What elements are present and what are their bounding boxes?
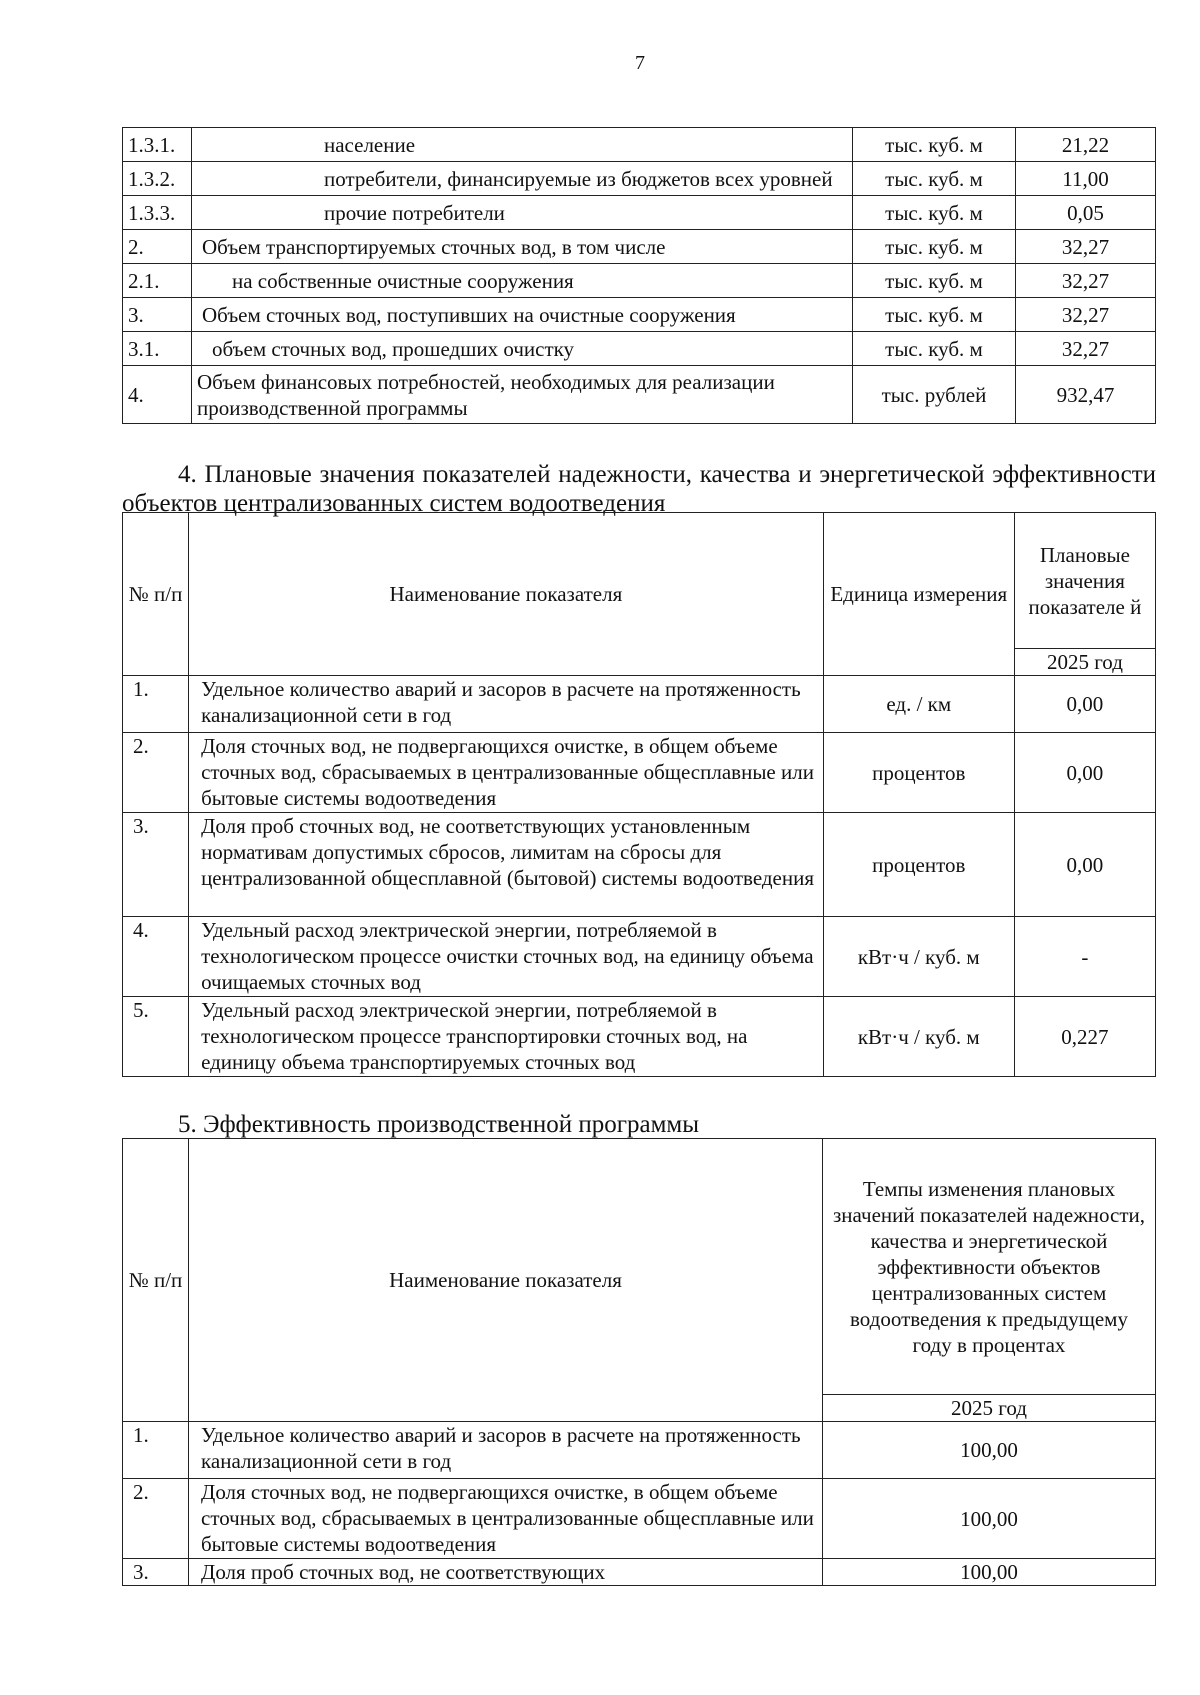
row-value: 21,22: [1016, 128, 1156, 162]
table-row: [123, 264, 1156, 298]
production-volumes-table: [122, 127, 1156, 424]
row-value: 0,227: [1014, 997, 1155, 1077]
row-unit: тыс. куб. м: [853, 230, 1016, 264]
page-number: 7: [635, 52, 645, 74]
table-row: [123, 298, 1156, 332]
table-row: [123, 1479, 1156, 1559]
program-efficiency-body: [123, 1422, 1156, 1586]
table-row: [123, 813, 1156, 917]
row-unit: тыс. куб. м: [853, 264, 1016, 298]
row-number: 3.: [123, 813, 189, 917]
row-name: Удельный расход электрической энергии, потребляемой в технологическом процессе очистки сточных вод, на единицу объема очищаемых сточных вод: [189, 917, 824, 997]
row-number: 1.: [123, 676, 189, 733]
row-name: объем сточных вод, прошедших очистку: [192, 332, 853, 366]
table-row: [123, 733, 1156, 813]
row-unit: кВт·ч / куб. м: [823, 997, 1014, 1077]
row-unit: тыс. куб. м: [853, 162, 1016, 196]
production-volumes-body: [123, 128, 1156, 424]
row-number: 5.: [123, 997, 189, 1077]
row-name: Удельное количество аварий и засоров в расчете на протяженность канализационной сети в год: [189, 1422, 823, 1479]
table-row: [123, 366, 1156, 424]
program-efficiency-table: [122, 1138, 1156, 1586]
row-value: 32,27: [1016, 230, 1156, 264]
header-planned-values: Плановые значения показателе й: [1014, 513, 1155, 649]
row-unit: тыс. куб. м: [853, 128, 1016, 162]
row-number: 1.3.1.: [123, 128, 192, 162]
header-change-rates: Темпы изменения плановых значений показателей надежности, качества и энергетической эффективности объектов централизованных систем водоотведения к предыдущему году в процентах: [823, 1139, 1156, 1395]
header-year: 2025 год: [1014, 649, 1155, 676]
row-value: -: [1014, 917, 1155, 997]
planned-indicators-body: [123, 676, 1156, 1077]
row-name: Доля сточных вод, не подвергающихся очистке, в общем объеме сточных вод, сбрасываемых в централизованные общесплавные или бытовые системы водоотведения: [189, 1479, 823, 1559]
row-name: Доля проб сточных вод, не соответствующих: [189, 1559, 823, 1586]
row-value: 0,00: [1014, 813, 1155, 917]
table-row: [123, 332, 1156, 366]
row-number: 3.: [123, 298, 192, 332]
row-number: 1.3.3.: [123, 196, 192, 230]
header-num: № п/п: [123, 1139, 189, 1422]
row-number: 1.3.2.: [123, 162, 192, 196]
row-value: 932,47: [1016, 366, 1156, 424]
row-unit: кВт·ч / куб. м: [823, 917, 1014, 997]
row-number: 2.: [123, 230, 192, 264]
row-value: 0,00: [1014, 676, 1155, 733]
row-number: 2.1.: [123, 264, 192, 298]
row-value: 100,00: [823, 1422, 1156, 1479]
header-num: № п/п: [123, 513, 189, 676]
row-name: потребители, финансируемые из бюджетов всех уровней: [192, 162, 853, 196]
table-row: [123, 196, 1156, 230]
row-number: 2.: [123, 1479, 189, 1559]
row-unit: тыс. рублей: [853, 366, 1016, 424]
row-unit: тыс. куб. м: [853, 332, 1016, 366]
row-number: 1.: [123, 1422, 189, 1479]
table-row: [123, 1422, 1156, 1479]
row-unit: процентов: [823, 813, 1014, 917]
row-unit: тыс. куб. м: [853, 196, 1016, 230]
table-row: [123, 676, 1156, 733]
row-value: 100,00: [823, 1479, 1156, 1559]
row-value: 32,27: [1016, 264, 1156, 298]
row-unit: ед. / км: [823, 676, 1014, 733]
row-unit: тыс. куб. м: [853, 298, 1016, 332]
row-number: 3.: [123, 1559, 189, 1586]
row-unit: процентов: [823, 733, 1014, 813]
row-number: 4.: [123, 917, 189, 997]
row-name: Доля проб сточных вод, не соответствующих установленным нормативам допустимых сбросов, лимитам на сбросы для централизованной общесплавной (бытовой) системы водоотведения: [189, 813, 824, 917]
table-row: [123, 1559, 1156, 1586]
table-row: [123, 230, 1156, 264]
row-name: Объем транспортируемых сточных вод, в том числе: [192, 230, 853, 264]
header-unit: Единица измерения: [823, 513, 1014, 676]
row-name: население: [192, 128, 853, 162]
row-value: 0,05: [1016, 196, 1156, 230]
row-number: 2.: [123, 733, 189, 813]
row-number: 3.1.: [123, 332, 192, 366]
row-name: Объем сточных вод, поступивших на очистные сооружения: [192, 298, 853, 332]
row-name: Удельный расход электрической энергии, потребляемой в технологическом процессе транспортировки сточных вод, на единицу объема транспортируемых сточных вод: [189, 997, 824, 1077]
row-number: 4.: [123, 366, 192, 424]
section-4-heading: 4. Плановые значения показателей надежности, качества и энергетической эффективности объектов централизованных систем водоотведения: [122, 461, 1156, 517]
section-5-heading: 5. Эффективность производственной программы: [178, 1111, 700, 1138]
row-value: 100,00: [823, 1559, 1156, 1586]
row-value: 32,27: [1016, 298, 1156, 332]
row-name: Доля сточных вод, не подвергающихся очистке, в общем объеме сточных вод, сбрасываемых в централизованные общесплавные или бытовые системы водоотведения: [189, 733, 824, 813]
header-year: 2025 год: [823, 1395, 1156, 1422]
row-value: 11,00: [1016, 162, 1156, 196]
row-value: 32,27: [1016, 332, 1156, 366]
row-name: Удельное количество аварий и засоров в расчете на протяженность канализационной сети в год: [189, 676, 824, 733]
row-name: прочие потребители: [192, 196, 853, 230]
row-name: на собственные очистные сооружения: [192, 264, 853, 298]
table-row: [123, 997, 1156, 1077]
header-name: Наименование показателя: [189, 513, 824, 676]
table-row: [123, 917, 1156, 997]
row-value: 0,00: [1014, 733, 1155, 813]
header-name: Наименование показателя: [189, 1139, 823, 1422]
table-row: [123, 128, 1156, 162]
row-name: Объем финансовых потребностей, необходимых для реализации производственной программы: [192, 366, 853, 424]
table-row: [123, 162, 1156, 196]
planned-indicators-table: [122, 512, 1156, 1077]
